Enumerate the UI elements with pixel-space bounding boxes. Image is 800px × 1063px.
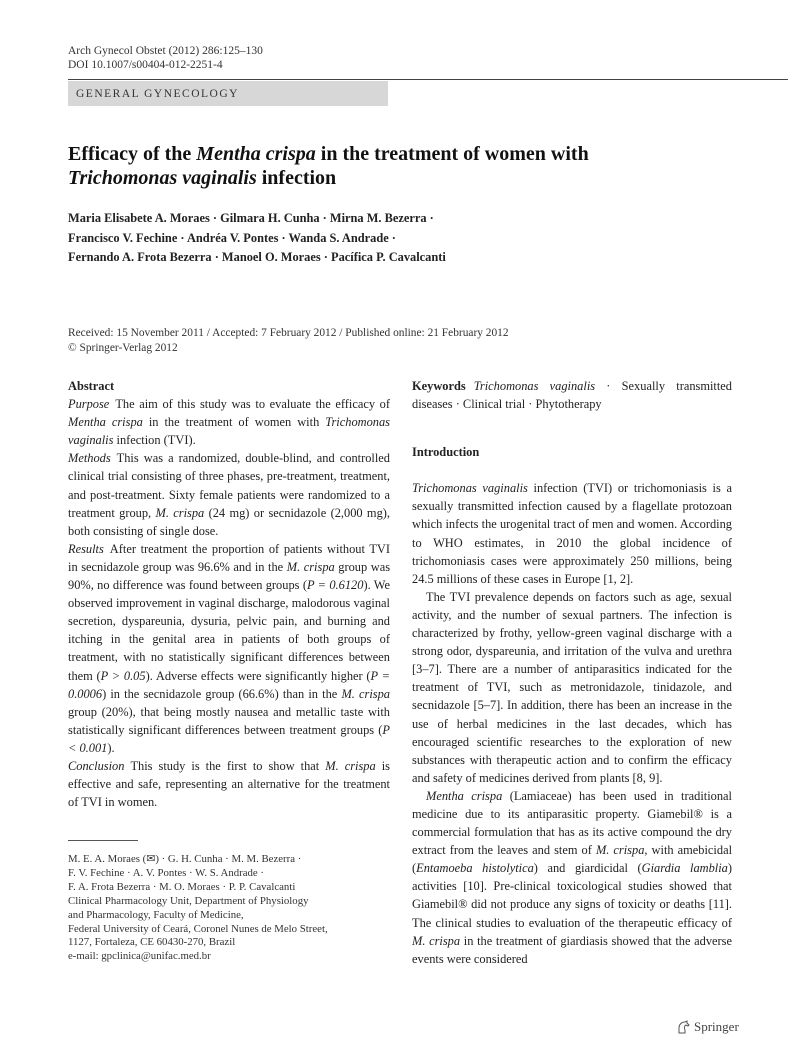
affiliation-line: and Pharmacology, Faculty of Medicine, — [68, 908, 244, 921]
keywords: Keywords Trichomonas vaginalis · Sexually transmitted diseases · Clinical trial · Phytotherapy — [412, 379, 732, 412]
abstract — [68, 377, 390, 811]
abstract-purpose: Purpose The aim of this study was to evaluate the efficacy of Mentha crispa in the treatment of women with Trichomonas vaginalis infection (TVI). — [68, 397, 390, 448]
intro-paragraph-2: The TVI prevalence depends on factors such as age, sexual activity, and the number of sexual partners. The infection is characterized by frothy, yellow-green vaginal discharge with a strong odor, dyspareunia, and irritation of the vulva and urethra [3–7]. There are a number of antiparasitics indicated for the treatment of TVI, such as metronidazole, tinidazole, and secnidazole [5–7]. In addition, there has been an increase in the use of herbal medicines in the last decades, which has encouraged scientific researches to the exploration of new substances with therapeutic action and to confirm the efficacy and safety of medicines derived from plants [8, 9]. — [412, 589, 732, 785]
author-line: Maria Elisabete A. Moraes · Gilmara H. Cunha · Mirna M. Bezerra · — [68, 211, 434, 225]
abstract-heading: Abstract — [68, 379, 115, 393]
email-link[interactable]: e-mail: gpclinica@unifac.med.br — [68, 950, 211, 963]
affiliation-line: F. A. Frota Bezerra · M. O. Moraes · P. P. Cavalcanti — [68, 880, 296, 893]
springer-horse-icon — [676, 1020, 690, 1034]
publisher-logo — [676, 1019, 739, 1035]
right-column — [412, 377, 732, 968]
affiliation-line: 1127, Fortaleza, CE 60430-270, Brazil — [68, 936, 236, 949]
abstract-methods: Methods This was a randomized, double-blind, and controlled clinical trial consisting of three phases, pre-treatment, treatment, and post-treatment. Sixty female patients were randomized to a treatment group, M. crispa (24 mg) or secnidazole (2,000 mg), both consisting of single dose. — [68, 451, 390, 538]
author-line: Francisco V. Fechine · Andréa V. Pontes · Wanda S. Andrade · — [68, 230, 396, 245]
affiliation-line: Clinical Pharmacology Unit, Department of Physiology — [68, 894, 309, 907]
article-history — [68, 326, 708, 355]
intro-paragraph-3: Mentha crispa (Lamiaceae) has been used in traditional medicine due to its antiparasitic property. Giamebil® is a commercial formulation that has as its active compound the dry extract from the leaves and stem of M. crispa, with amebicidal (Entamoeba histolytica) and giardicidal (Giardia lamblia) activities [10]. Pre-clinical toxicological studies showed that Giamebil® did not produce any signs of toxicity or deaths [11]. The clinical studies to evaluation of the therapeutic efficacy of M. crispa in the treatment of giardiasis showed that the adverse events were considered — [412, 788, 733, 966]
author-affiliation — [68, 853, 390, 964]
article-title: Efficacy of the Mentha crispa in the treatment of women with Trichomonas vaginalis infection — [68, 143, 589, 189]
journal-citation: Arch Gynecol Obstet (2012) 286:125–130 — [68, 45, 263, 57]
publisher-name: Springer — [694, 1019, 739, 1034]
copyright: © Springer-Verlag 2012 — [68, 341, 178, 354]
section-label: GENERAL GYNECOLOGY — [68, 81, 388, 106]
header-rule — [68, 79, 788, 80]
author-list — [68, 209, 708, 268]
history-dates: Received: 15 November 2011 / Accepted: 7 February 2012 / Published online: 21 February 2012 — [68, 327, 509, 339]
affiliation-line: Federal University of Ceará, Coronel Nunes de Melo Street, — [68, 922, 328, 935]
doi-link[interactable]: DOI 10.1007/s00404-012-2251-4 — [68, 59, 223, 71]
footnote-rule — [68, 840, 138, 841]
affiliation-line: M. E. A. Moraes (✉) · G. H. Cunha · M. M. Bezerra · — [68, 853, 302, 865]
intro-paragraph-1: Trichomonas vaginalis infection (TVI) or trichomoniasis is a sexually transmitted infection caused by a flagellate protozoan which infects the urogenital tract of men and women. According to WHO estimates, in 2010 the global incidence of trichomoniasis cases were approximately 250 millions, being 24.5 millions of these cases in Europe [1, 2]. — [412, 481, 732, 586]
abstract-results: Results After treatment the proportion of patients without TVI in secnidazole group was 96.6% and in the M. crispa group was 90%, no difference was found between groups (P = 0.6120). We observed improvement in vaginal discharge, malodorous vaginal secretion, dyspareunia, dysuria, pelvic pain, and burning and itching in the genital area in patients of both groups of treatment, with no statistically significant differences between them (P > 0.05). Adverse effects were significantly higher (P = 0.0006) in the secnidazole group (66.6%) than in the M. crispa group (20%), that being mostly nausea and metallic taste with statistically significant differences between treatment groups (P < 0.001). — [68, 541, 391, 755]
abstract-conclusion: Conclusion This study is the first to show that M. crispa is effective and safe, representing an alternative for the treatment of TVI in women. — [68, 758, 390, 810]
affiliation-line: F. V. Fechine · A. V. Pontes · W. S. Andrade · — [68, 866, 264, 879]
introduction-heading: Introduction — [412, 445, 480, 460]
author-line: Fernando A. Frota Bezerra · Manoel O. Moraes · Pacífica P. Cavalcanti — [68, 250, 446, 264]
